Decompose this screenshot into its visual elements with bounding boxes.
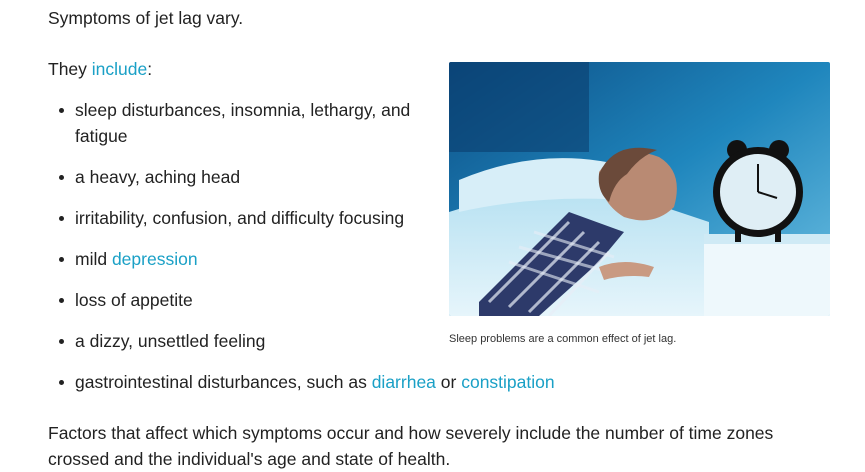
list-item: a dizzy, unsettled feeling: [75, 328, 445, 354]
list-item-or: or: [435, 372, 462, 392]
list-item: [75, 369, 635, 395]
list-item: loss of appetite: [75, 287, 445, 313]
constipation-link[interactable]: constipation: [461, 372, 555, 392]
symptoms-lead: [48, 56, 152, 82]
include-link[interactable]: include: [91, 59, 148, 79]
lead-text: They: [48, 59, 92, 79]
diarrhea-link[interactable]: diarrhea: [371, 372, 436, 392]
list-item: irritability, confusion, and difficulty focusing: [75, 205, 445, 231]
lead-colon: :: [147, 59, 153, 79]
photo-illustration: [449, 62, 830, 316]
list-item-text: gastrointestinal disturbances, such as: [75, 372, 372, 392]
photo-caption: Sleep problems are a common effect of jet lag.: [449, 333, 677, 345]
list-item: a heavy, aching head: [75, 164, 445, 190]
jet-lag-photo: [449, 62, 830, 316]
intro-paragraph: Symptoms of jet lag vary.: [48, 8, 244, 28]
factors-paragraph: Factors that affect which symptoms occur and how severely include the number of time zones crossed and the individual's age and state of health.: [48, 423, 774, 469]
list-item-text: mild: [75, 249, 112, 269]
list-item: [75, 246, 445, 272]
list-item: sleep disturbances, insomnia, lethargy, and fatigue: [75, 97, 435, 149]
depression-link[interactable]: depression: [111, 249, 198, 269]
